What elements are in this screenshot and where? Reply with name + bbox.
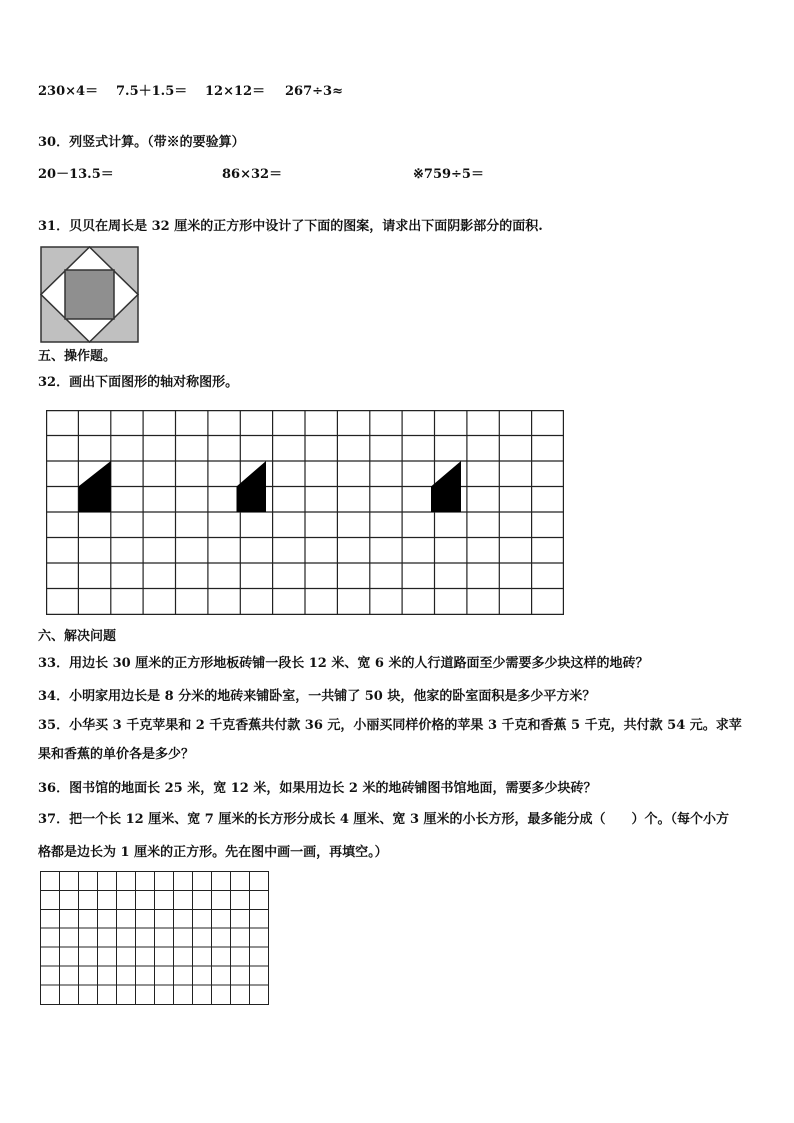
calc-item-1: 230×4＝ [38, 84, 99, 99]
q35-text-line2: 果和香蕉的单价各是多少？ [38, 747, 195, 762]
calc-item-2: 7.5＋1.5＝ [116, 84, 188, 99]
section-5-heading: 五、操作题。 [38, 349, 117, 364]
q31-text: 31．贝贝在周长是 32 厘米的正方形中设计了下面的图案，请求出下面阴影部分的面积. [38, 219, 543, 234]
q36-text: 36．图书馆的地面长 25 米，宽 12 米，如果用边长 2 米的地砖铺图书馆地面，需要多少块砖？ [38, 781, 597, 796]
trapezoid-shape-3 [431, 461, 461, 512]
q37-text-line1: 37．把一个长 12 厘米、宽 7 厘米的长方形分成长 4 厘米、宽 3 厘米的小长方形，最多能分成（ ）个。（每个小方 [38, 812, 730, 827]
q37-grid [40, 871, 269, 1005]
trapezoid-shape-2 [237, 461, 267, 512]
q32-text: 32．画出下面图形的轴对称图形。 [38, 375, 239, 390]
q30-item-2: 86×32＝ [222, 167, 283, 182]
q32-grid [46, 410, 564, 615]
trapezoid-shape-1 [78, 461, 110, 512]
q30-item-3: ※759÷5＝ [413, 167, 484, 182]
calc-item-3: 12×12＝ [205, 84, 266, 99]
q31-pattern-figure [40, 246, 139, 343]
q35-text-line1: 35．小华买 3 千克苹果和 2 千克香蕉共付款 36 元，小丽买同样价格的苹果 3 千克和香蕉 5 千克，共付款 54 元。求苹 [38, 718, 742, 733]
calc-item-4: 267÷3≈ [285, 84, 343, 99]
section-6-heading: 六、解决问题 [38, 629, 117, 644]
q37-text-line2: 格都是边长为 1 厘米的正方形。先在图中画一画，再填空。） [38, 845, 388, 860]
q34-text: 34．小明家用边长是 8 分米的地砖来铺卧室，一共铺了 50 块，他家的卧室面积是多少平方米？ [38, 689, 596, 704]
shaded-square [65, 270, 114, 319]
q33-text: 33．用边长 30 厘米的正方形地板砖铺一段长 12 米、宽 6 米的人行道路面至少需要多少块这样的地砖？ [38, 656, 649, 671]
q30-title: 30．列竖式计算。（带※的要验算） [38, 135, 245, 150]
q30-item-1: 20－13.5＝ [38, 167, 114, 182]
